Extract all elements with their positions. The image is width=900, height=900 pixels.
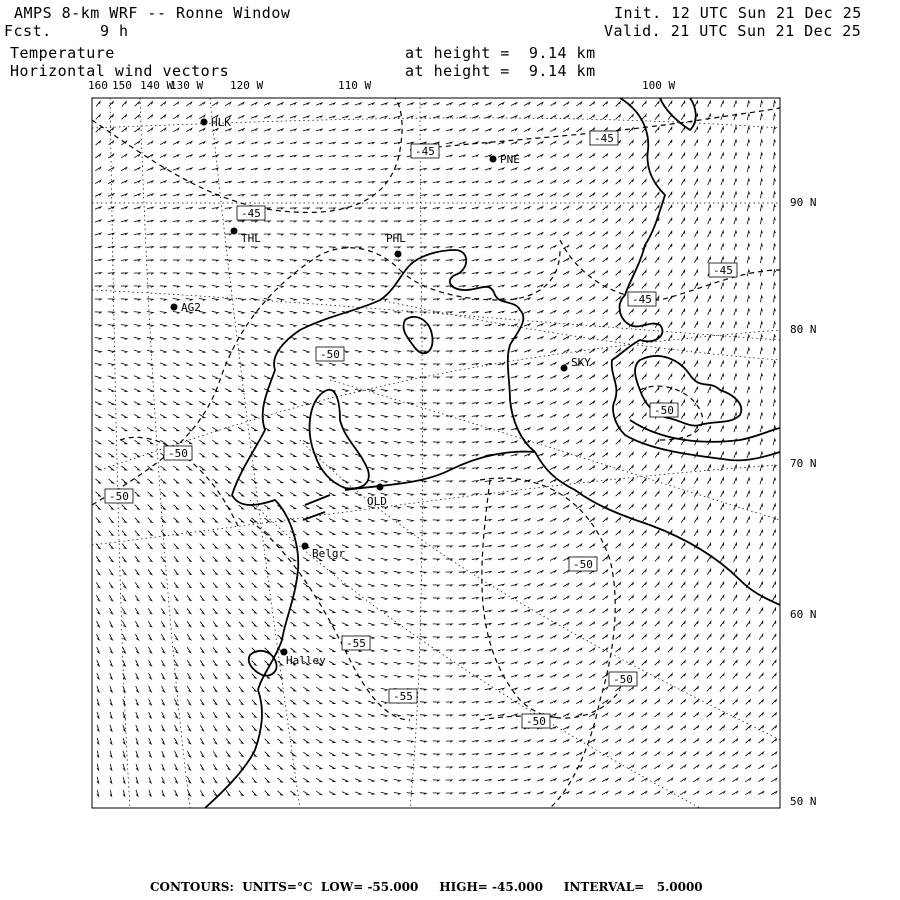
contour-label-i: -50 bbox=[109, 490, 129, 503]
station-dot-hlk bbox=[201, 119, 208, 126]
lon-label-120: 120 W bbox=[230, 79, 264, 92]
station-dot-old bbox=[377, 484, 384, 491]
contour-info-footer: CONTOURS: UNITS=°C LOW= -55.000 HIGH= -45.000 INTERVAL= 5.0000 bbox=[150, 880, 703, 894]
field-temperature: Temperature bbox=[10, 44, 115, 62]
contour-label-b: -45 bbox=[594, 132, 614, 145]
contour-label-e: -45 bbox=[632, 293, 652, 306]
station-dot-thl bbox=[231, 228, 238, 235]
contour-label-m: -50 bbox=[613, 673, 633, 686]
station-dot-ag2 bbox=[171, 304, 178, 311]
forecast-label: Fcst. bbox=[4, 22, 52, 40]
station-label-sky: SKY bbox=[571, 356, 591, 369]
contour-label-n: -50 bbox=[526, 715, 546, 728]
valid-time: Valid. 21 UTC Sun 21 Dec 25 bbox=[604, 22, 862, 40]
height-temperature: at height = 9.14 km bbox=[405, 44, 596, 62]
forecast-value: 9 h bbox=[100, 22, 129, 40]
contour-label-k: -55 bbox=[346, 637, 366, 650]
contour-label-h: -50 bbox=[168, 447, 188, 460]
contour-label-f: -50 bbox=[320, 348, 340, 361]
lat-label-90: 90 N bbox=[790, 196, 817, 209]
station-dot-pne bbox=[490, 156, 497, 163]
station-label-pne: PNE bbox=[500, 153, 520, 166]
station-label-ag2: AG2 bbox=[181, 301, 201, 314]
contour-label-g: -50 bbox=[654, 404, 674, 417]
lon-label-130: 130 W bbox=[170, 79, 204, 92]
station-dot-belgr bbox=[302, 543, 309, 550]
station-label-hlk: HLK bbox=[211, 116, 231, 129]
contour-label-j: -50 bbox=[573, 558, 593, 571]
station-dot-sky bbox=[561, 365, 568, 372]
height-wind: at height = 9.14 km bbox=[405, 62, 596, 80]
map-title: AMPS 8-km WRF -- Ronne Window bbox=[14, 4, 291, 22]
wind-vectors bbox=[95, 101, 777, 796]
lat-label-80: 80 N bbox=[790, 323, 817, 336]
wind-vector-field bbox=[95, 101, 777, 796]
contour-label-a: -45 bbox=[415, 145, 435, 158]
station-label-belgr: Belgr bbox=[312, 547, 346, 560]
contour-label-l: -55 bbox=[393, 690, 413, 703]
station-dot-phl bbox=[395, 251, 402, 258]
lat-label-70: 70 N bbox=[790, 457, 817, 470]
station-label-old: OLD bbox=[367, 495, 387, 508]
station-label-halley: Halley bbox=[286, 654, 326, 667]
lon-label-160: 160 bbox=[88, 79, 108, 92]
contour-label-c: -45 bbox=[241, 207, 261, 220]
lon-label-150: 150 bbox=[112, 79, 132, 92]
lon-label-140: 140 W bbox=[140, 79, 174, 92]
coastline bbox=[205, 98, 780, 808]
contour-label-d: -45 bbox=[713, 264, 733, 277]
lon-label-100: 100 W bbox=[642, 79, 676, 92]
station-label-thl: THL bbox=[241, 232, 261, 245]
lat-label-60: 60 N bbox=[790, 608, 817, 621]
init-time: Init. 12 UTC Sun 21 Dec 25 bbox=[614, 4, 862, 22]
field-wind-vectors: Horizontal wind vectors bbox=[10, 62, 230, 80]
station-label-phl: PHL bbox=[386, 232, 406, 245]
lat-label-50: 50 N bbox=[790, 795, 817, 808]
lon-label-110: 110 W bbox=[338, 79, 372, 92]
